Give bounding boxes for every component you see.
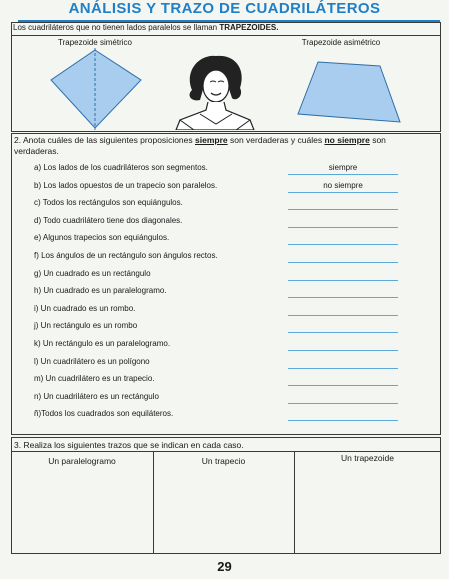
section-2-number: 2. xyxy=(14,135,22,145)
symmetric-trapezoid-shape xyxy=(51,50,141,128)
statements-frame xyxy=(11,133,441,435)
drawing-col-divider-2 xyxy=(294,451,295,554)
column-trapecio: Un trapecio xyxy=(201,456,246,466)
answer-line xyxy=(288,280,398,281)
statement-text: ñ)Todos los cuadrados son equiláteros. xyxy=(34,409,174,419)
answer-line xyxy=(288,297,398,298)
answer-line xyxy=(288,209,398,210)
answer-line xyxy=(288,350,398,351)
symmetric-trapezoid-figure xyxy=(45,48,155,130)
section-3-instruction: 3. Realiza los siguientes trazos que se indican en cada caso. xyxy=(14,440,244,450)
answer-line xyxy=(288,244,398,245)
intro-keyword: TRAPEZOIDES. xyxy=(219,23,279,32)
statement-text: f) Los ángulos de un rectángulo son ángulos rectos. xyxy=(34,251,218,260)
answer-line xyxy=(288,403,398,404)
column-paralelogramo: Un paralelogramo xyxy=(48,456,116,466)
answer-field[interactable]: siempre xyxy=(328,163,358,172)
answer-line xyxy=(288,192,398,193)
instruction-part-d: verdaderas. xyxy=(14,146,59,156)
statement-text: k) Un rectángulo es un paralelogramo. xyxy=(34,339,171,348)
statement-text: g) Un cuadrado es un rectángulo xyxy=(34,268,151,278)
statement-text: j) Un rectángulo es un rombo xyxy=(34,321,138,331)
intro-text xyxy=(13,23,278,32)
answer-line xyxy=(288,385,398,386)
answer-line xyxy=(288,174,398,175)
intro-divider xyxy=(11,35,441,36)
instruction-part-a: Anota cuáles de las siguientes proposiciones xyxy=(23,135,195,145)
word-no-siempre: no siempre xyxy=(324,135,370,145)
statement-text: h) Un cuadrado es un paralelogramo. xyxy=(34,286,167,296)
answer-line xyxy=(288,420,398,421)
statement-text: a) Los lados de los cuadriláteros son segmentos. xyxy=(34,163,208,172)
asymmetric-trapezoid-shape xyxy=(298,62,400,122)
statement-text: e) Algunos trapecios son equiángulos. xyxy=(34,233,170,243)
statement-text: i) Un cuadrado es un rombo. xyxy=(34,303,136,313)
answer-line xyxy=(288,262,398,263)
answer-line xyxy=(288,227,398,228)
instruction-part-c: son xyxy=(369,135,386,145)
intro-text-before: Los cuadriláteros que no tienen lados paralelos se llaman xyxy=(13,23,220,32)
asymmetric-trapezoid-label: Trapezoide asimétrico xyxy=(301,38,381,47)
statement-text: b) Los lados opuestos de un trapecio son paralelos. xyxy=(34,180,218,190)
answer-line xyxy=(288,332,398,333)
answer-line xyxy=(288,368,398,369)
page-title: ANÁLISIS Y TRAZO DE CUADRILÁTEROS xyxy=(68,0,381,17)
drawing-header-divider xyxy=(11,451,441,452)
statement-text: n) Un cuadrilátero es un rectángulo xyxy=(34,391,159,401)
word-siempre: siempre xyxy=(195,135,228,145)
statement-text: d) Todo cuadrilátero tiene dos diagonales. xyxy=(34,215,183,225)
statement-text: c) Todos los rectángulos son equiángulos. xyxy=(34,198,183,208)
instruction-part-b: son verdaderas y cuáles xyxy=(227,135,325,145)
answer-line xyxy=(288,315,398,316)
woman-illustration xyxy=(170,50,260,130)
statement-text: l) Un cuadrilátero es un polígono xyxy=(34,356,150,366)
section-2-instruction xyxy=(14,135,436,157)
page-number: 29 xyxy=(217,559,232,574)
asymmetric-trapezoid-figure xyxy=(296,58,406,128)
column-trapezoide: Un trapezoide xyxy=(341,453,394,463)
answer-field[interactable]: no siempre xyxy=(323,180,363,190)
drawing-col-divider-1 xyxy=(153,451,154,554)
statement-text: m) Un cuadrilátero es un trapecio. xyxy=(34,374,155,384)
symmetric-trapezoid-label: Trapezoide simétrico xyxy=(58,38,132,47)
